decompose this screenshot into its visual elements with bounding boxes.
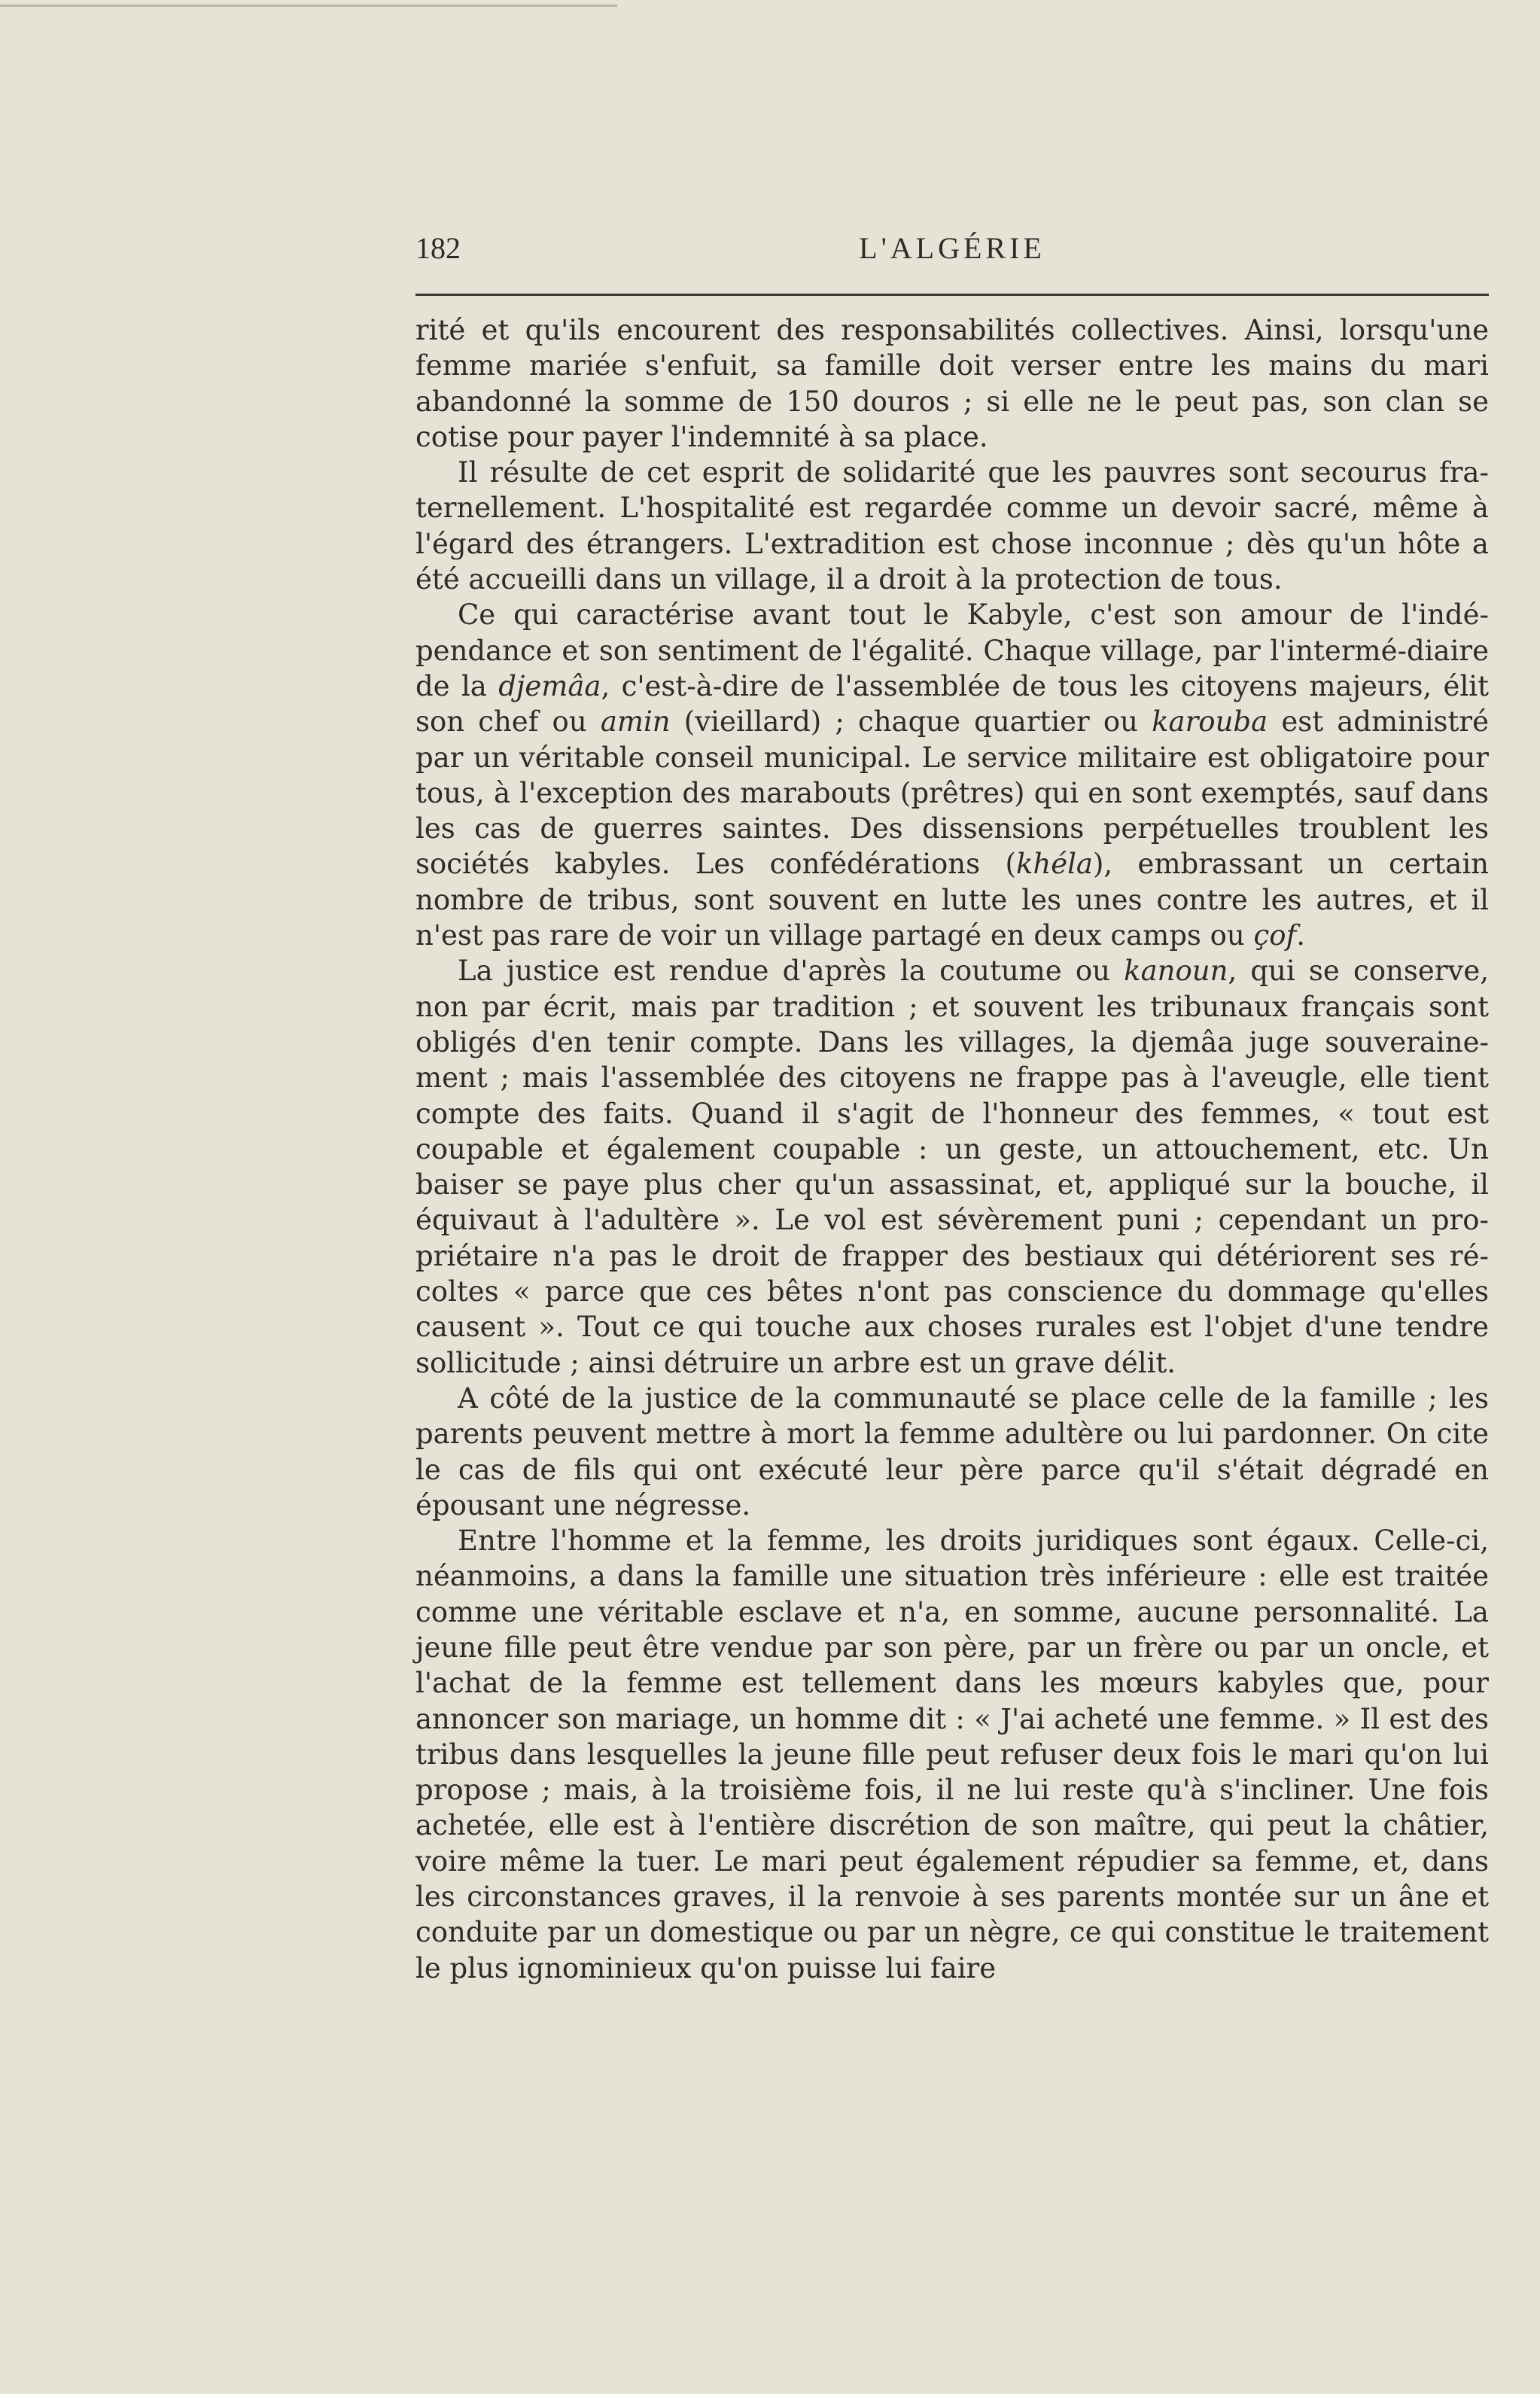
italic-term: karouba — [1152, 705, 1268, 739]
italic-term: çof — [1253, 919, 1297, 952]
text-run: est administré par un véritable conseil municipal. Le service militaire est obligatoire pour tous, à l'exception des marabouts (prêtres) qui en sont exemptés, sauf dans les cas de guerres saintes. Des dissensions perpétuelles troublent les sociétés kabyles. Les confédérations ( — [415, 705, 1489, 881]
body-text — [415, 312, 1489, 1986]
paragraph — [415, 455, 1489, 597]
paragraph — [415, 1523, 1489, 1986]
book-page — [415, 226, 1489, 1986]
italic-term: djemâa — [498, 669, 601, 702]
text-run: rité et qu'ils encourent des responsabilités collectives. Ainsi, lorsqu'une femme mariée s'enfuit, sa famille doit verser entre les mains du mari abandonné la somme de 150 douros ; si elle ne le peut pas, son clan se cotise pour payer l'indemnité à sa place. — [415, 314, 1489, 453]
text-run: (vieillard) ; chaque quartier ou — [670, 705, 1152, 739]
text-run: , qui se conserve, non par écrit, mais par tradition ; et souvent les tribunaux français sont obligés d'en tenir compte. Dans les villages, la djemâa juge souveraine-ment ; mais l'assemblée des citoyens ne frappe pas à l'aveugle, elle tient compte des faits. Quand il s'agit de l'honneur des femmes, « tout est coupable et également coupable : un geste, un attouchement, etc. Un baiser se paye plus cher qu'un assassinat, et, appliqué sur la bouche, il équivaut à l'adultère ». Le vol est sévèrement puni ; cependant un pro-priétaire n'a pas le droit de frapper des bestiaux qui détériorent ses ré-coltes « parce que ces bêtes n'ont pas conscience du dommage qu'elles causent ». Tout ce qui touche aux choses rurales est l'objet d'une tendre sollicitude ; ainsi détruire un arbre est un grave délit. — [415, 955, 1489, 1379]
paragraph — [415, 953, 1489, 1381]
italic-term: amin — [600, 705, 671, 739]
paragraph — [415, 597, 1489, 953]
running-head — [415, 226, 1489, 279]
scan-edge-line — [0, 5, 617, 7]
text-run: La justice est rendue d'après la coutume ou — [458, 955, 1125, 988]
text-run: A côté de la justice de la communauté se place celle de la famille ; les parents peuvent mettre à mort la femme adultère ou lui pardonner. On cite le cas de fils qui ont exécuté leur père parce qu'il s'était dégradé en épousant une négresse. — [415, 1381, 1489, 1521]
page-number: 182 — [415, 231, 461, 265]
header-rule — [415, 294, 1489, 296]
text-run: . — [1296, 919, 1305, 952]
text-run: Il résulte de cet esprit de solidarité que les pauvres sont secourus fra-ternellement. L'hospitalité est regardée comme un devoir sacré, même à l'égard des étrangers. L'extradition est chose inconnue ; dès qu'un hôte a été accueilli dans un village, il a droit à la protection de tous. — [415, 456, 1489, 596]
italic-term: khéla — [1015, 848, 1093, 881]
running-title: L'ALGÉRIE — [859, 231, 1045, 265]
text-run: ), embrassant un certain nombre de tribus, sont souvent en lutte les unes contre les autres, et il n'est pas rare de voir un village partagé en deux camps ou — [415, 848, 1489, 952]
text-run: Ce qui caractérise avant tout le Kabyle, c'est son amour de l'indé-pendance et son sentiment de l'égalité. Chaque village, par l'intermé-diaire de la — [415, 598, 1489, 702]
paragraph — [415, 1381, 1489, 1523]
italic-term: kanoun — [1124, 955, 1228, 988]
text-run: , c'est-à-dire de l'assemblée de tous les citoyens majeurs, élit son chef ou — [415, 669, 1489, 739]
text-run: Entre l'homme et la femme, les droits juridiques sont égaux. Celle-ci, néanmoins, a dans la famille une situation très inférieure : elle est traitée comme une véritable esclave et n'a, en somme, aucune personnalité. La jeune fille peut être vendue par son père, par un frère ou par un oncle, et l'achat de la femme est tellement dans les mœurs kabyles que, pour annoncer son mariage, un homme dit : « J'ai acheté une femme. » Il est des tribus dans lesquelles la jeune fille peut refuser deux fois le mari qu'on lui propose ; mais, à la troisième fois, il ne lui reste qu'à s'incliner. Une fois achetée, elle est à l'entière discrétion de son maître, qui peut la châtier, voire même la tuer. Le mari peut également répudier sa femme, et, dans les circonstances graves, il la renvoie à ses parents montée sur un âne et conduite par un domestique ou par un nègre, ce qui constitue le traitement le plus ignominieux qu'on puisse lui faire — [415, 1524, 1489, 1984]
paragraph — [415, 312, 1489, 455]
